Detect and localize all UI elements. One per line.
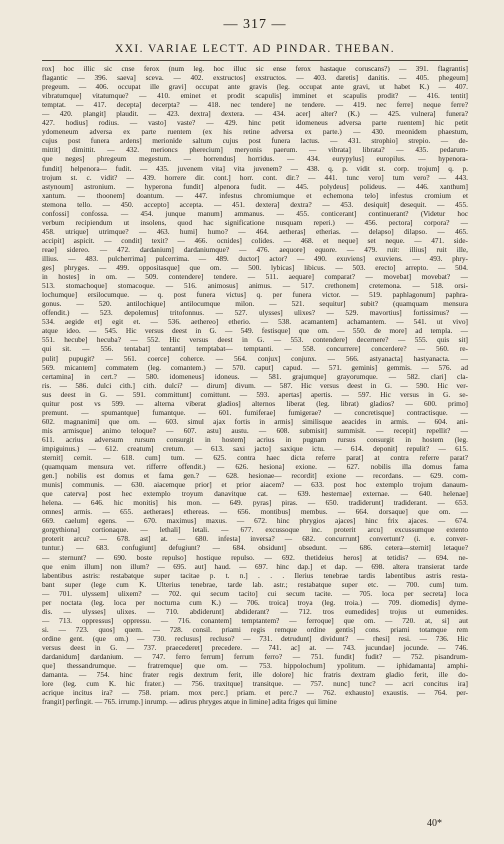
text-line: 427. hodius] rodius. — vasto] vaste? — 429. hinc petit idomeneus adversa parte ruentem] hic petit	[42, 118, 468, 128]
text-line: labentibus astris: restabatque super tacitae p. t. n.] . . . Ilerius tenebrae tardis labentibus astris resta-	[42, 570, 468, 580]
text-line: lore (leg. cum K. hic frater.) — 756. traxitque] transitque. — 757. nunc] tunc? — acri concitus ira]	[42, 679, 468, 689]
text-line: helena. — 646. hic monitis] his mon. — 649. pyras] piras. — 650. tradiderunt] tradiderant. — 653.	[42, 498, 468, 508]
text-line: stemona tello. — 450. accepto] accepta. — 451. dextera] dextra? — 453. desiquit] desequit. — 455.	[42, 199, 468, 209]
text-line: xantum. — thoonem] doantum. — 447. infestus chromiumque et echemona telo] infestus cromium et	[42, 190, 468, 200]
text-line: rox] hoc illic sic cnse ferox (num leg. hoc illuc sic ense ferox hastaque coruscans?) — 391. flagrantis]	[42, 64, 468, 73]
body-text	[42, 64, 468, 706]
text-line: omnes] armis. — 655. aetheraes] ethereas. — 656. montibus] membus. — 664. dorsaque] que om. —	[42, 507, 468, 517]
text-line: — 420. plangit] plaudit. — 423. dextra] dextera. — 434. acer] alter? (K.) — 425. vulnera] funera?	[42, 109, 468, 119]
text-line: dardanidum] dardanium. — 747. ferro ferrum] ferrum ferro? — 751. fundit] fudit? — 752. pisandrum-	[42, 652, 468, 662]
text-line: si. — 723. quos] quem. — 728. consil. priami regis remque ordine gentis] cons. priami totamque rem	[42, 624, 468, 634]
text-line: temptat. — 417. decepta] decerpta? — 418. nec tendere] ne tendere. — 419. nec ferre] neque ferre?	[42, 100, 468, 110]
text-line: 551. hecube] hecuba? — 552. Hic versus deest in G. — 553. contendere] decernere? — 555. quis sit]	[42, 335, 468, 345]
text-line: impiguinus.) — 612. creatum] cretum. — 613. saxi jacto] saxique ictu. — 614. deponit] repulit? — 615.	[42, 443, 468, 453]
text-line: proterit arcu? — 678. ast] at. — 680. infesta] inversa? — 682. concurrunt] convertunt? (i. e. conver-	[42, 534, 468, 544]
text-line: que enim illum] non illum? — 695. aut] haud. — 697. hinc dap.] et dap. — 698. altera transierat tarde	[42, 561, 468, 571]
text-line: dis. — ulysses] ulixes. — 710. abdiderunt] abdiderant? — 712. tros eumedides] trojus ut eumenides.	[42, 606, 468, 616]
text-line: 602. magnanimi] que om. — 603. simul ajax fortis in armis] similisque aeacides in armis. — 604. ani-	[42, 416, 468, 426]
text-line: que caterva] post hec extemplo troyum danavitque cat. — 639. hesternae] externae. — 640. helenae]	[42, 489, 468, 499]
text-line: 669. caelum] egens. — 670. maximus] maxus. — 672. hinc phrygios ajaces] hinc frix ajaces. — 674.	[42, 516, 468, 526]
text-line: bant super (lege cum K. Ulterius tenebrae, tarde lab. astr.; restabatque super etc. — 700. cum] tum.	[42, 579, 468, 589]
text-line: pregeum. — 406. occupat ille gravi] occupat ante gravis (leg. occupat ante gravi, ut habet K.) — 407.	[42, 82, 468, 92]
text-line: gen.] nobilis est domus et fama gen.? — 628. hesionae— recordit] exione — recordans. — 629. com-	[42, 471, 468, 481]
text-line: reae] sidereo. — 472. dardanium] dardaniumque? — 476. aequore] equore. — 479. ruit: illius] ruit ille,	[42, 244, 468, 254]
text-line: damanta. — 754. hinc frater regis dextrum ferit, ille dolore] hic fratris dextram gladio ferit, ille do-	[42, 670, 468, 680]
text-line: vibratumque] vitatumque? — 410. eminet et prodit scapulis] imminet et scapulis prodit? — 416. tentit]	[42, 91, 468, 101]
text-line: ges] phryges. — 499. oppositasque] que om. — 500. lybicas] libicus. — 503. erecto] arrepto. — 504.	[42, 263, 468, 273]
text-line: cujus post funera ardens] merionide saltum cujus post funera lactus. — 431. strophio] strepio. — de-	[42, 136, 468, 146]
text-line: quitur post vs 599. — alterna viberat gladios] alternos liberat (leg. librat) gladios? — 600. primo]	[42, 398, 468, 408]
text-line: flagantic — 396. saeva] sceva. — 402. exstructos] exstructos. — 403. daretis] danitis. — 405. phegeum]	[42, 73, 468, 83]
text-line: 534. aegide et] egit et. — 536. aethereo] etherio. — 538. acamantem] achamantem. — 541. ut vivo]	[42, 317, 468, 327]
text-line: — 713. oppressus] oppressu. — 716. conantem] temptantem? — ferroque] que om. — 720. at, si] aut	[42, 615, 468, 625]
text-line: 513. stomachoque] stomacoque. — 516. animosus] animus. — 517. crethonem] cretemona. — 518. orsi-	[42, 281, 468, 291]
header-rule	[42, 60, 468, 61]
text-line: — 701. ulyssem] ulixem? — 702. qui secum tacito] cui secum tacite. — 705. loca per secreta] loca	[42, 588, 468, 598]
text-line: ris. — 586. dulci cith.] cith. dulci? — dirum] divum. — 587. Hic versus deest in G. — 590. Hic ver-	[42, 380, 468, 390]
text-line: que] thessandrumque. — fratremque] que om. — 753. hippolochum] ypolitum. — iphidamanta] amphi-	[42, 661, 468, 671]
text-line: offendit.) — 523. depolemus] tritofonnus. — 527. ulysses] ulixes? — 529. mavortius] fortissimus? —	[42, 308, 468, 318]
text-line: lochumque] ersilocumque. — q. post funera victus] q. per funera victor. — 519. paphlagonum] paphra-	[42, 290, 468, 300]
text-line: munis] communis. — 630. aiacemque prior] et prior aiacem? — 633. post hoc extemplo trojum danaum-	[42, 480, 468, 490]
text-line: pulit] pupugit? — 561. coerce] coherce. — 564. conjux] conjunx. — 566. astyanacta] hastyanacta. —	[42, 353, 468, 363]
text-line: 458. utrique] utrimque? — 463. humi] humo? — 464. aetheras] etherias. — delapso] dilapso. — 465.	[42, 226, 468, 236]
text-line: in hostes] in om. — 509. contendere] tendere. — 511. aequare] comparat? — movebat] movebat? —	[42, 272, 468, 282]
text-line: 569. micantem] commatem (leg. comantem.) — 570. caput] capud. — 571. geminis] gemmis. — 576. ad	[42, 362, 468, 372]
text-line: mis armisque] animo teloque? — 607. astu] austu. — 608. submisit] summisit. — recepit] repellit? —	[42, 425, 468, 435]
text-line: qui sit. — 556. tentabat] tentanti] temptabat— temptanti. — 558. concurrere] concerdere? — 560. re-	[42, 344, 468, 354]
page-number: — 317 —	[223, 17, 287, 32]
text-line: (quamquam mensura vet. rifferre offendit.) — 626. hesiona] exione. — 627. nobilis illa domus fama	[42, 462, 468, 472]
running-head: XXI. VARIAE LECTT. AD PINDAR. THEBAN.	[115, 43, 395, 55]
text-line: gorgythiona] cortionaque. — lethali] letali. — 677. excussoque inc. proterit arcu] excussumque extento	[42, 525, 468, 535]
text-line: certamina] in cert.? — 580. idomeneus] idoneus. — 581. grajumque] grayorumque. — 582. clari] cla-	[42, 371, 468, 381]
text-line: sus deest in G. — 591. committunt] comittunt. — 593. apertas] apertis. — 597. Hic versus in G. se-	[42, 389, 468, 399]
text-line: tuntur.) — 683. confugiunt] defugiunt? — 684. obsidunt] obsedunt. — 686. cetera—sternit] letaque?	[42, 543, 468, 553]
text-line: illius. — 483. pulcherrima] pulcerrima. — 489. ductor] actor? — 490. exuviens] exuviens. — 493. phry-	[42, 253, 468, 263]
signature-mark: 40*	[427, 818, 442, 829]
text-line: accipit] aspicit. — condit] texit? — 466. ocnides] colides. — 468. et neque] set neque. — 471. side-	[42, 235, 468, 245]
text-line: frangit] perfingit. — 765. irrump.] inrump. — adirus phryges atque in limine] adita friges qui limine	[42, 697, 337, 707]
text-line: que neges] phregeum megestum. — horrendus] horridus. — 434. eurypylus] europilus. — hypenora-	[42, 154, 468, 164]
text-line: atque ideo. — 545. Hic versus deest in G. — 549. festisque] que om. — 550. de more] ad templa. —	[42, 326, 468, 336]
text-line: — sternunt? — 690. boste repulso] hostique repulso. — 692. thetideius heros] at tetidis? — 694. ne-	[42, 552, 468, 562]
text-line: 611. acrius adversum rursum consurgit in hostem] acrius in pugnam rursus consurgit in hostem (leg.	[42, 434, 468, 444]
text-line: premunt. — spumantque] fumantque. — 601. fumiferae] fumigerae? — concretisque] contractisque. —	[42, 407, 468, 417]
text-line: versus deest in G. — 737. praecederet] precedere. — 741. ac] at. — 743. jucundae] jocunde. — 746.	[42, 643, 468, 652]
text-line: per noctata (leg. loca per nocturna cum K.) — 706. troica] troya (leg. troia.) — 709. diomedis] dyme-	[42, 597, 468, 607]
text-line: ydomeneum adversa ex parte ruentem (ex his retine adversa ex parte.) — 430. meonidem phaestum,	[42, 127, 468, 137]
text-line: fundit] helpenora— fudit. — 435. juvenem vita] vita juvenem? — 438. q. p. vidit st. corp. trojum] q. p.	[42, 163, 468, 173]
text-line: gonus. — 520. antilochique] antilocumque milon. — 521. sequitur] subit? (quamquam mensura	[42, 299, 468, 309]
text-line: ordine gent. (que om.) — 730. reclusus] recluso? — 731. detrudunt] dividunt? — rhesi] resi. — 736. Hic	[42, 633, 468, 643]
text-line: sternit] cernit. — 618. cum] tum. — 625. contra haec dicta referre parat] at contra referre parat?	[42, 453, 468, 463]
text-line: acrique incitus ira? — 758. priam. mox perc.] priam. et perc.? — 762. exhausto] exaustis. — 764. per-	[42, 688, 468, 698]
text-line: confossi] confossa. — 454. junque manum] ammanus. — 455. conticerant] continuerant? (Videtur hoc	[42, 208, 468, 218]
text-line: mittit] dimittit. — 432. merioncs pherecium] meryonis paerum. — vibrata] librata? — 435. pedarum-	[42, 145, 468, 155]
text-line: astynoum] astronium. — hyperona fundit] alpenora fudit. — 445. polydeus] polideus. — 446. xanthum]	[42, 181, 468, 191]
text-line: verbum recipiendum ut insolens, quod hac significatione nusquam reperi.) — 456. pectora] corpora? —	[42, 217, 468, 227]
text-line: trojum st. c. vidit? — 439. horrere dir. cont.] horr. cont. dir.? — 441. tunc vero] tum vero? — 443.	[42, 172, 468, 182]
